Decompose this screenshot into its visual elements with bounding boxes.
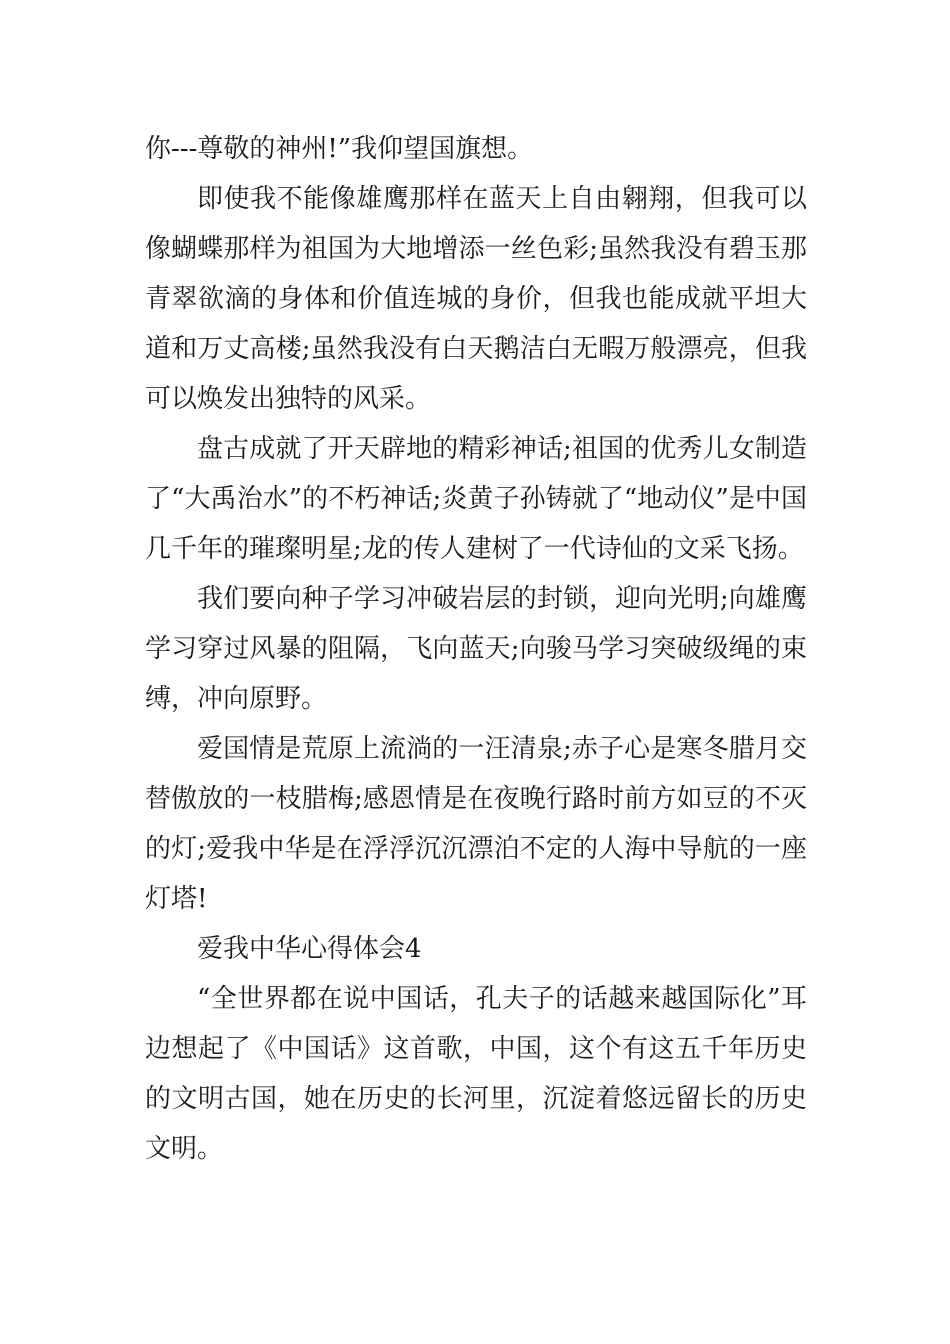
document-body xyxy=(145,124,807,1174)
section-heading: 爱我中华心得体会4 xyxy=(197,934,422,964)
paragraph-1: 你---尊敬的神州!”我仰望国旗想。 xyxy=(145,134,534,164)
paragraph-6: “全世界都在说中国话，孔夫子的话越来越国际化”耳边想起了《中国话》这首歌，中国，这个有这五千年历史的文明古国，她在历史的长河里，沉淀着悠远留长的历史文明。 xyxy=(145,984,807,1164)
paragraph-4: 我们要向种子学习冲破岩层的封锁，迎向光明;向雄鹰学习穿过风暴的阻隔，飞向蓝天;向骏马学习突破级绳的束缚，冲向原野。 xyxy=(145,584,807,714)
paragraph-5: 爱国情是荒原上流淌的一汪清泉;赤子心是寒冬腊月交替傲放的一枝腊梅;感恩情是在夜晚行路时前方如豆的不灭的灯;爱我中华是在浮浮沉沉漂泊不定的人海中导航的一座灯塔! xyxy=(145,734,807,914)
paragraph-2: 即使我不能像雄鹰那样在蓝天上自由翱翔，但我可以像蝴蝶那样为祖国为大地增添一丝色彩;虽然我没有碧玉那青翠欲滴的身体和价值连城的身价，但我也能成就平坦大道和万丈高楼;虽然我没有白天鹅洁白无暇万般漂亮，但我可以焕发出独特的风采。 xyxy=(145,184,807,414)
paragraph-3: 盘古成就了开天辟地的精彩神话;祖国的优秀儿女制造了“大禹治水”的不朽神话;炎黄子孙铸就了“地动仪”是中国几千年的璀璨明星;龙的传人建树了一代诗仙的文采飞扬。 xyxy=(145,434,807,564)
